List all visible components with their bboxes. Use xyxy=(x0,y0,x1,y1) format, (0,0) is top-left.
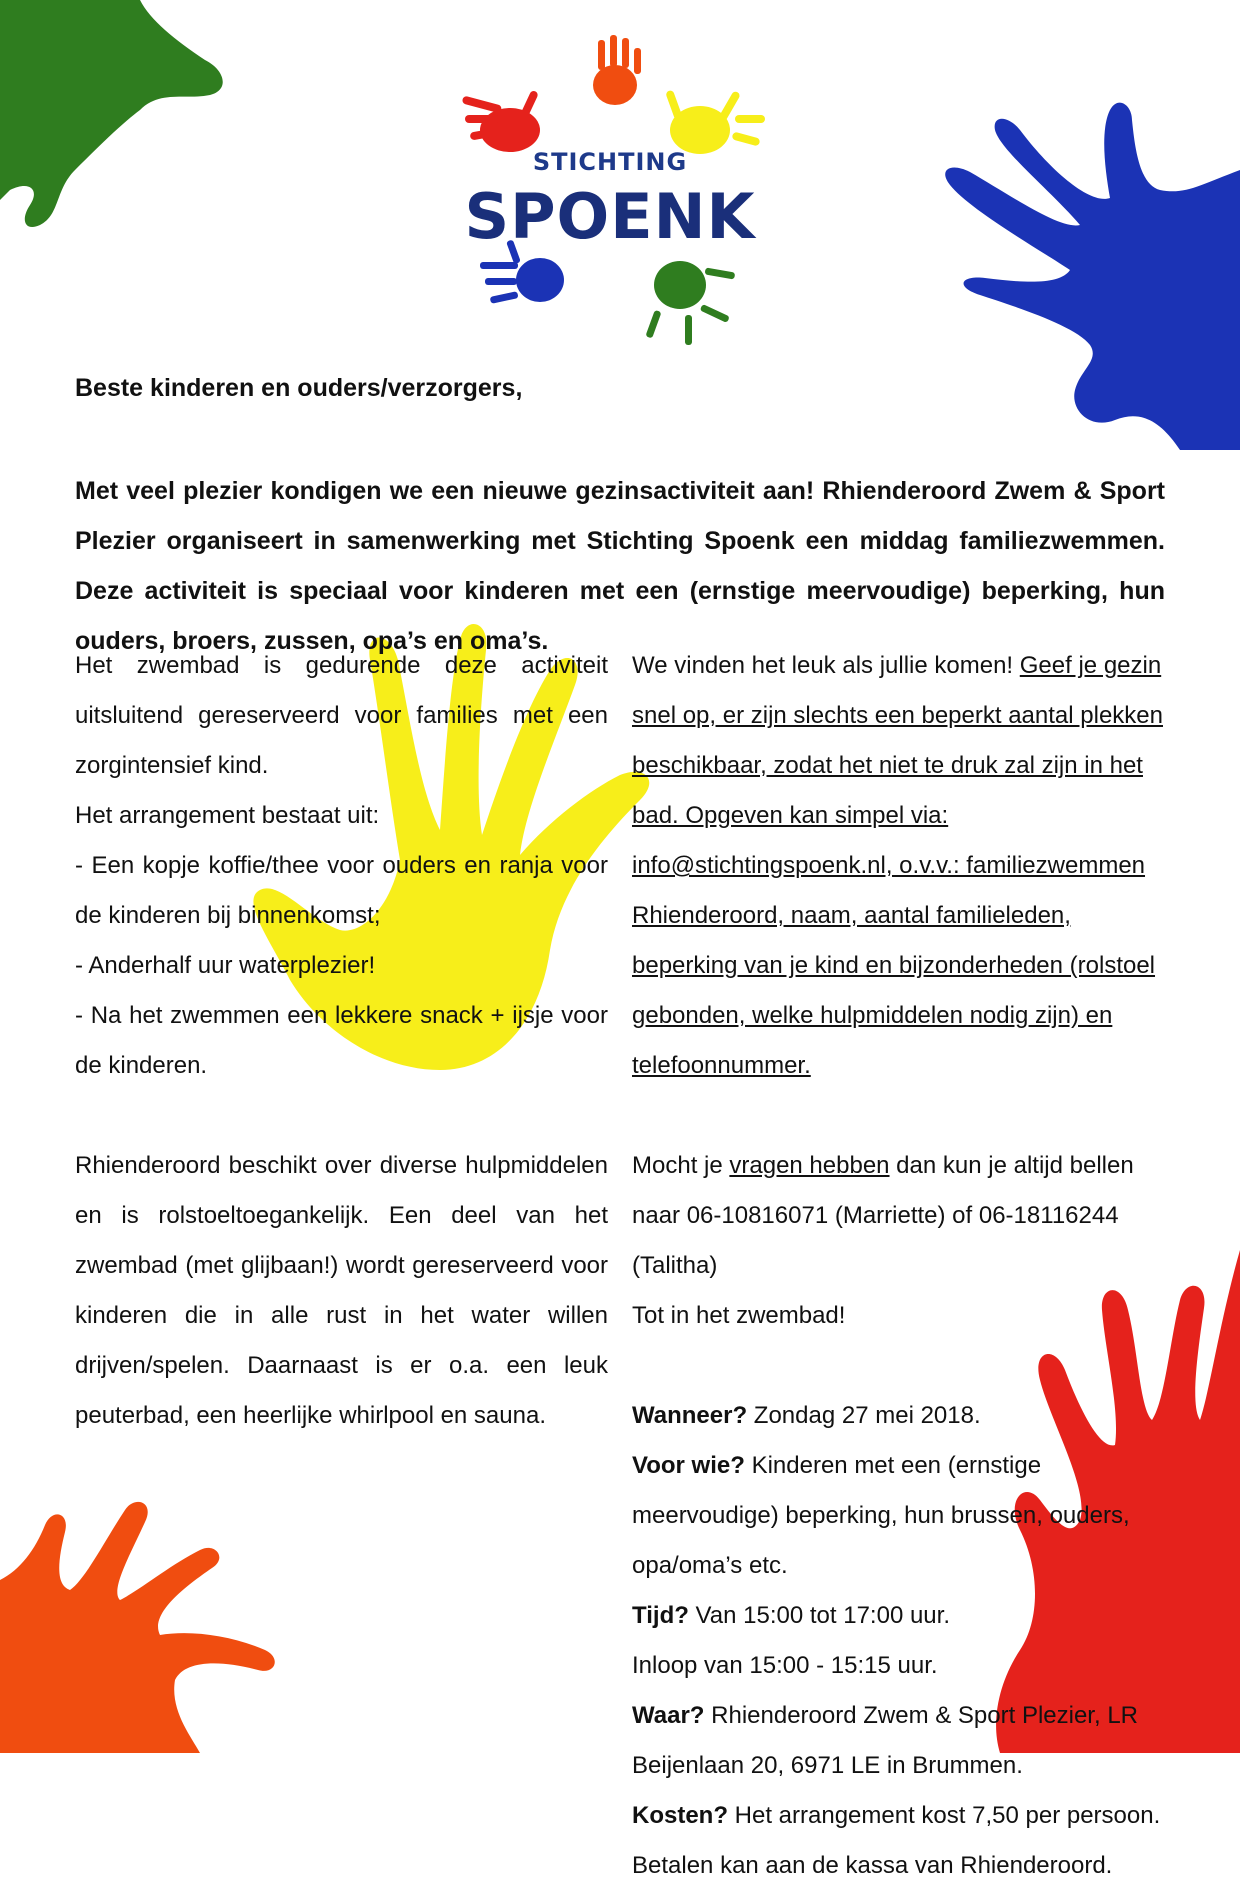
intro-paragraph: Met veel plezier kondigen we een nieuwe gezinsactiviteit aan! Rhienderoord Zwem & Sport Plezier organiseert in samenwerking met Stichting Spoenk een middag familiezwemmen. Deze activiteit is speciaal voor kinderen met een (ernstige meervoudige) beperking, hun ouders, broers, zussen, opa’s en oma’s. xyxy=(75,477,1165,655)
left-column xyxy=(75,641,608,1441)
closing-line: Tot in het zwembad! xyxy=(632,1302,846,1329)
arrangement-item-3: - Na het zwemmen een lekkere snack + ijsje voor de kinderen. xyxy=(75,1002,608,1079)
info-voor-wie xyxy=(632,1441,1165,1591)
waar-label: Waar? xyxy=(632,1702,705,1729)
wanneer-label: Wanneer? xyxy=(632,1402,748,1429)
signup-intro-text: We vinden het leuk als jullie komen! xyxy=(632,652,1020,679)
voor-wie-label: Voor wie? xyxy=(632,1452,745,1479)
arrangement-item-2: - Anderhalf uur waterplezier! xyxy=(75,952,376,979)
info-inloop: Inloop van 15:00 - 15:15 uur. xyxy=(632,1652,938,1679)
waar-value: Rhienderoord Zwem & Sport Plezier, LR Beijenlaan 20, 6971 LE in Brummen. xyxy=(632,1702,1138,1779)
questions-text-b: dan kun je altijd bellen naar 06-10816071 (Marriette) of 06-18116244 (Talitha) xyxy=(632,1152,1134,1279)
logo-spoenk-text: SPOENK xyxy=(464,180,756,253)
greeting: Beste kinderen en ouders/verzorgers, xyxy=(75,374,523,402)
signup-instructions-link[interactable]: Geef je gezin snel op, er zijn slechts een beperkt aantal plekken beschikbaar, zodat het niet te druk zal zijn in het bad. Opgeven kan simpel via: info@stichtingspoenk.nl, o.v.v.: familiezwemmen Rhienderoord, naam, aantal familieleden, beperking van je kind en bijzonderheden (rolstoel gebonden, welke hulpmiddelen nodig zijn) en telefoonnummer. xyxy=(632,652,1163,1079)
left-paragraph-1: Het zwembad is gedurende deze activiteit uitsluitend gereserveerd voor families met een zorgintensief kind. xyxy=(75,652,608,779)
arrangement-heading: Het arrangement bestaat uit: xyxy=(75,802,380,829)
wanneer-value: Zondag 27 mei 2018. xyxy=(747,1402,981,1429)
questions-text-a: Mocht je xyxy=(632,1152,730,1179)
questions-paragraph xyxy=(632,1141,1165,1291)
info-kosten xyxy=(632,1791,1165,1841)
info-wanneer xyxy=(632,1391,1165,1441)
voor-wie-value: Kinderen met een (ernstige meervoudige) beperking, hun brussen, ouders, opa/oma’s etc. xyxy=(632,1452,1130,1579)
info-tijd xyxy=(632,1591,1165,1641)
signup-paragraph xyxy=(632,641,1165,1091)
logo-stichting-text: STICHTING xyxy=(532,148,688,176)
right-column xyxy=(632,641,1165,1891)
left-paragraph-facilities: Rhienderoord beschikt over diverse hulpmiddelen en is rolstoeltoegankelijk. Een deel van het zwembad (met glijbaan!) wordt gereserveerd voor kinderen die in alle rust in het water willen drijven/spelen. Daarnaast is er o.a. een leuk peuterbad, een heerlijke whirlpool en sauna. xyxy=(75,1152,608,1429)
info-betalen: Betalen kan aan de kassa van Rhienderoord. xyxy=(632,1852,1113,1879)
kosten-value: Het arrangement kost 7,50 per persoon. xyxy=(728,1802,1161,1829)
tijd-value: Van 15:00 tot 17:00 uur. xyxy=(688,1602,950,1629)
tijd-label: Tijd? xyxy=(632,1602,689,1629)
arrangement-item-1: - Een kopje koffie/thee voor ouders en ranja voor de kinderen bij binnenkomst; xyxy=(75,852,608,929)
questions-link[interactable]: vragen hebben xyxy=(729,1152,890,1179)
kosten-label: Kosten? xyxy=(632,1802,728,1829)
info-waar xyxy=(632,1691,1165,1791)
